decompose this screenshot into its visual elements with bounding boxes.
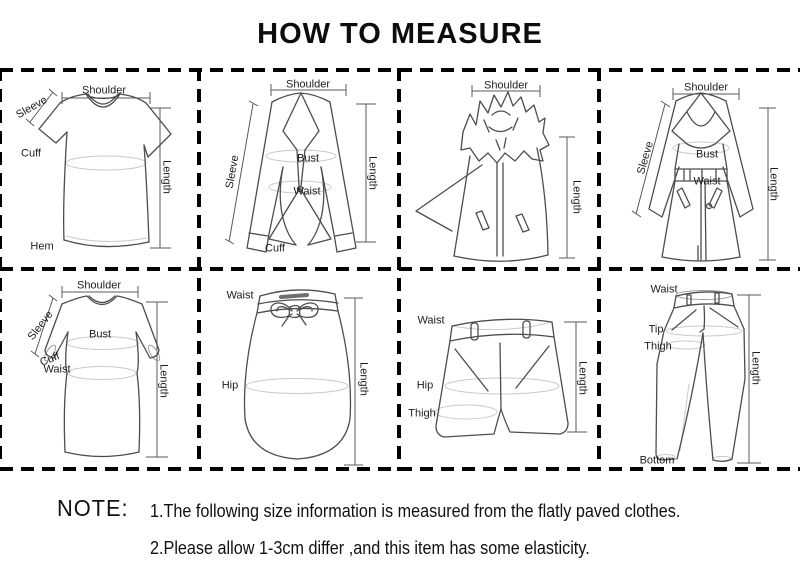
label-length: Length [366, 156, 379, 190]
label-sleeve: Sleeve [635, 140, 656, 176]
label-bust: Bust [695, 148, 719, 161]
pants-drawing [600, 269, 800, 467]
panel-long-coat [600, 70, 800, 268]
label-tip: Tip [648, 323, 664, 336]
label-shoulder: Shoulder [81, 84, 127, 97]
note-line-1: 1.The following size information is measured from the flatly paved clothes. [150, 501, 681, 521]
label-bust: Bust [88, 328, 112, 341]
label-cuff: Cuff [21, 147, 41, 160]
label-cuff: Cuff [265, 242, 285, 255]
label-hip: Hip [416, 379, 434, 392]
label-shoulder: Shoulder [483, 79, 529, 92]
dress-drawing [0, 269, 200, 467]
label-length: Length [357, 362, 370, 396]
label-hip: Hip [221, 379, 239, 392]
label-waist: Waist [43, 363, 71, 376]
label-shoulder: Shoulder [285, 78, 331, 91]
label-length: Length [157, 364, 170, 398]
page-title: HOW TO MEASURE [257, 18, 543, 50]
note-heading: NOTE: [57, 495, 129, 521]
label-waist: Waist [293, 185, 321, 198]
panel-shorts [400, 269, 600, 467]
note-line-2: 2.Please allow 1-3cm differ ,and this item has some elasticity. [150, 538, 590, 558]
label-hem: Hem [30, 240, 54, 253]
label-shoulder: Shoulder [76, 279, 122, 292]
panel-t-shirt [0, 70, 200, 268]
panel-dress [0, 269, 200, 467]
label-waist: Waist [693, 175, 721, 188]
label-bust: Bust [296, 152, 320, 165]
panel-pants [600, 269, 800, 467]
label-thigh: Thigh [408, 407, 436, 420]
panel-skirt [200, 269, 400, 467]
panel-fur-coat [400, 70, 600, 268]
label-length: Length [576, 361, 589, 395]
label-sleeve: Sleeve [25, 308, 56, 343]
shorts-drawing [400, 269, 600, 467]
label-length: Length [160, 160, 173, 194]
label-sleeve: Sleeve [14, 93, 50, 122]
label-length: Length [767, 167, 780, 201]
label-waist: Waist [650, 283, 678, 296]
label-bottom: Bottom [639, 454, 675, 467]
label-shoulder: Shoulder [683, 81, 729, 94]
label-thigh: Thigh [644, 340, 672, 353]
label-cuff: Cuff [38, 350, 62, 369]
panel-blazer [200, 70, 400, 268]
label-length: Length [749, 351, 762, 385]
label-waist: Waist [226, 289, 254, 302]
fur-coat-drawing [400, 70, 600, 268]
label-sleeve: Sleeve [223, 154, 242, 190]
label-waist: Waist [417, 314, 445, 327]
label-length: Length [570, 180, 583, 214]
